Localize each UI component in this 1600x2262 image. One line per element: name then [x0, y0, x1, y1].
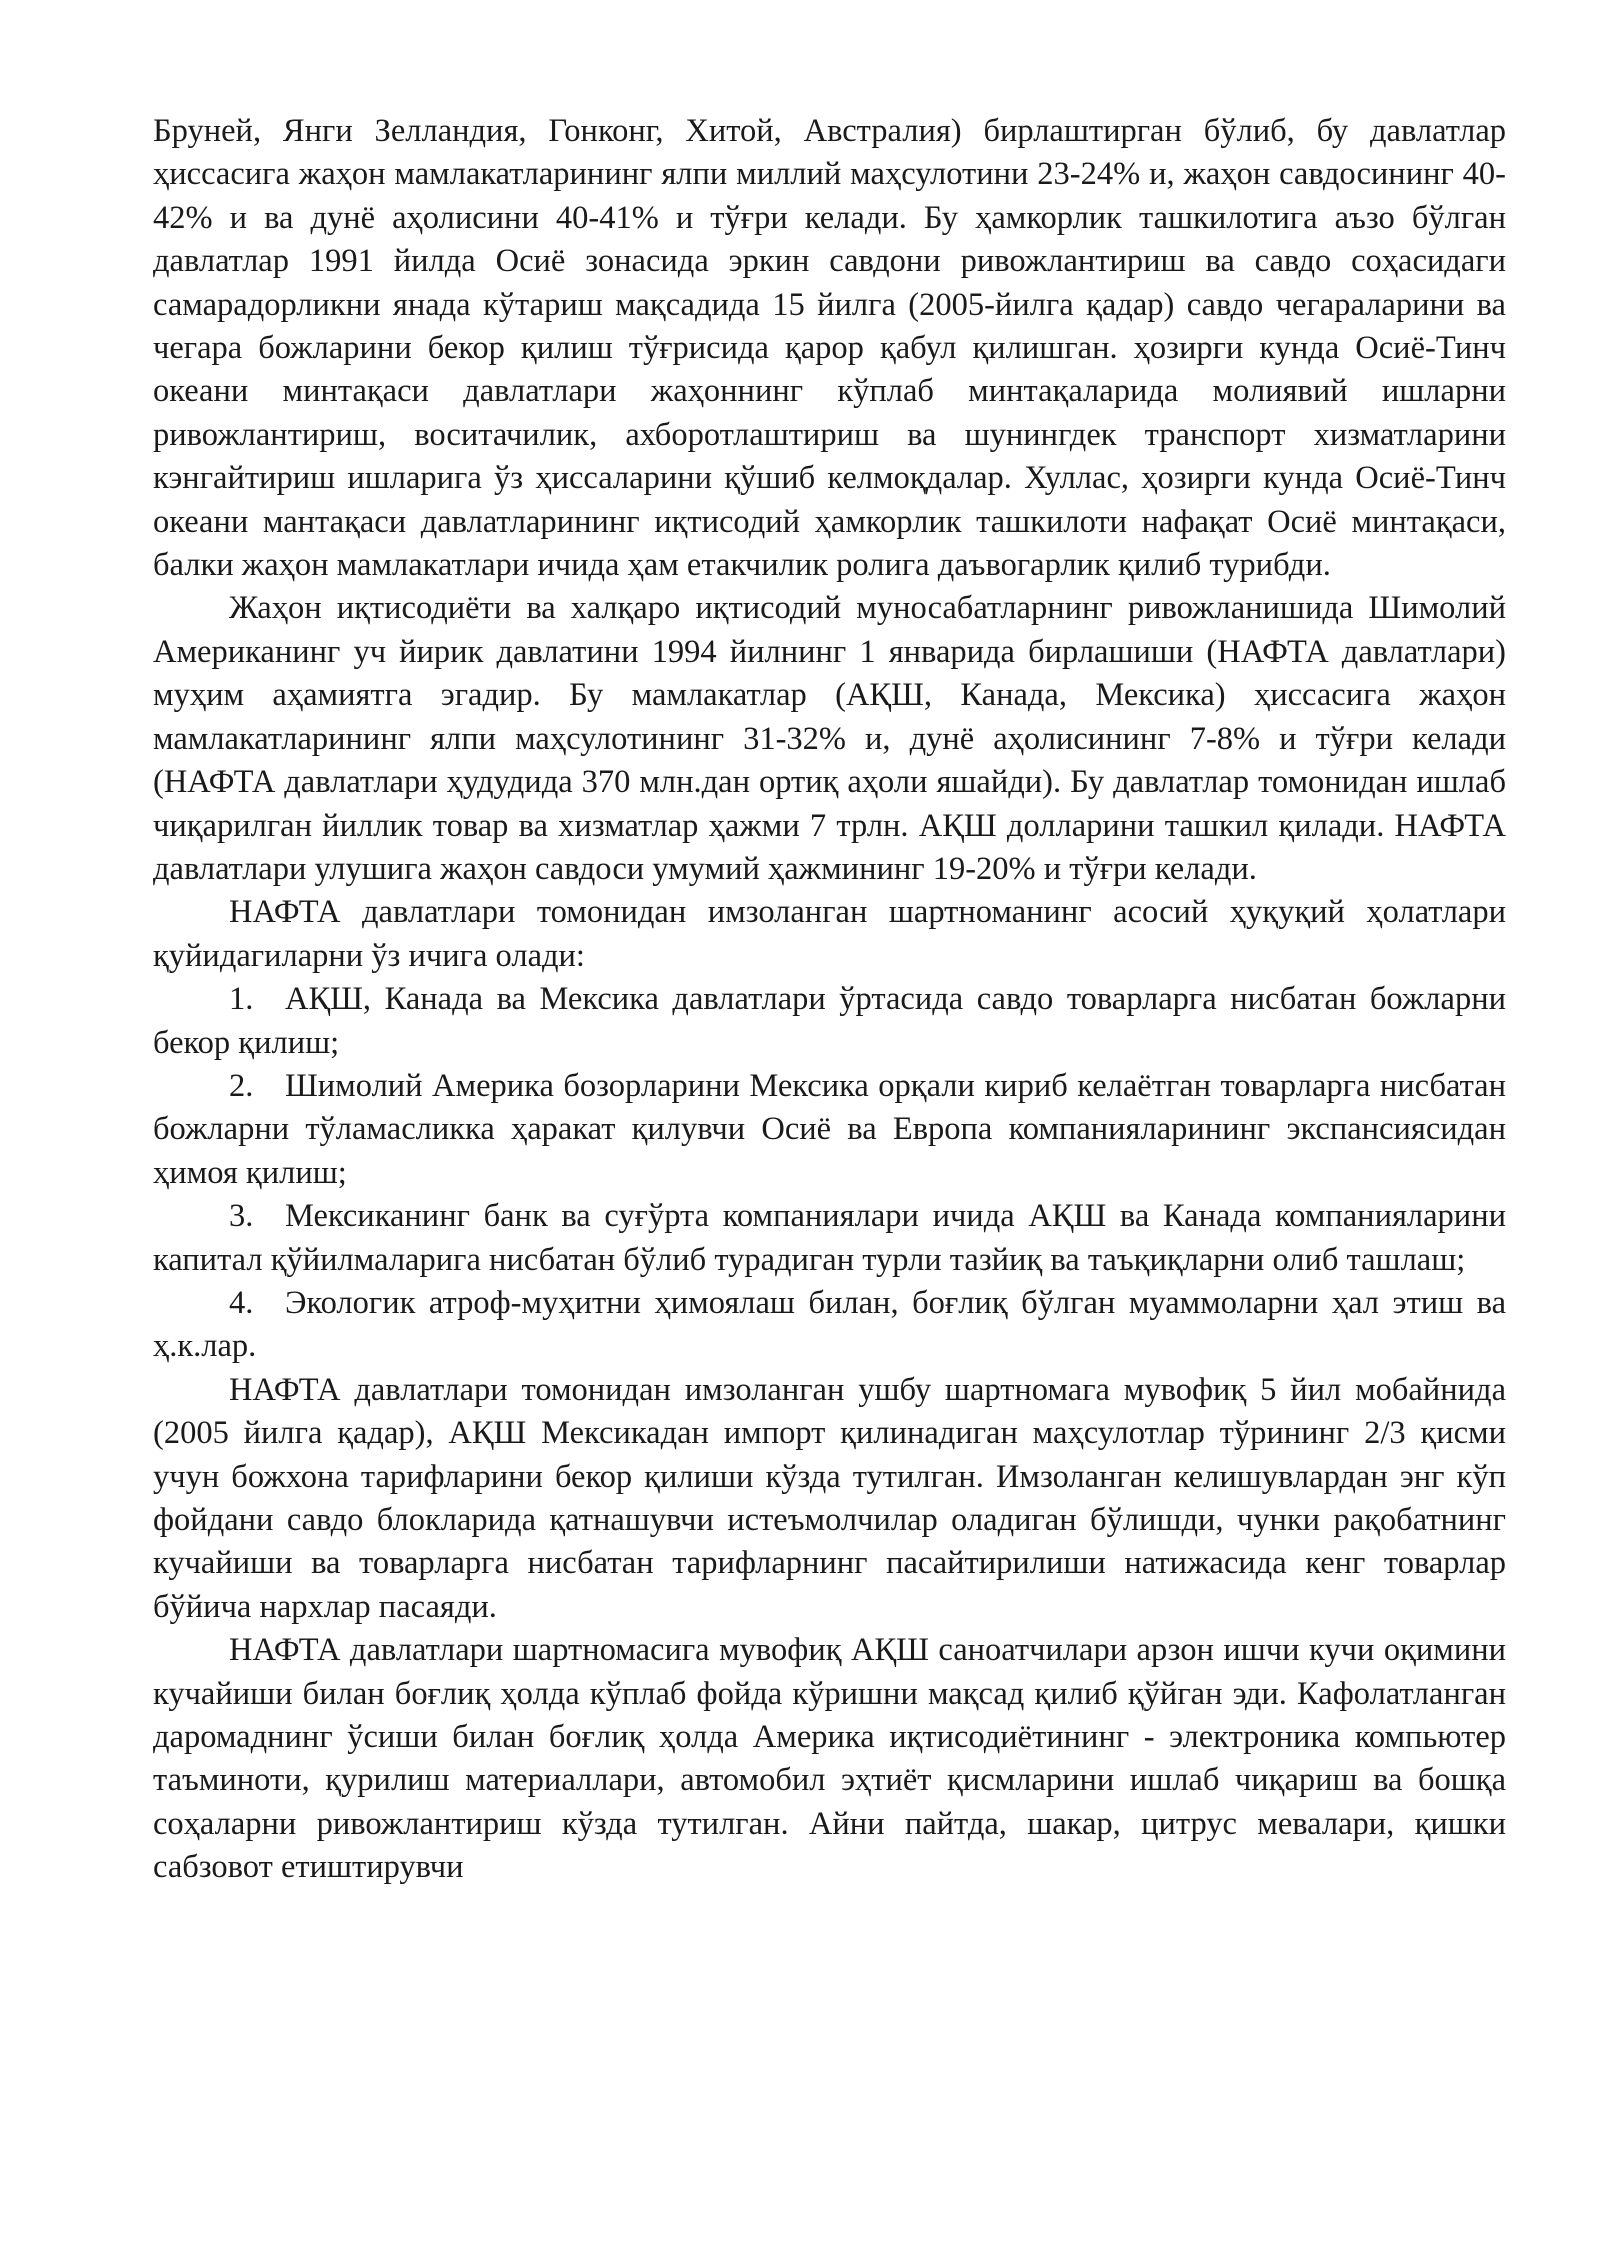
document-page — [153, 110, 1506, 1890]
list-item — [153, 1282, 1506, 1369]
list-item — [153, 978, 1506, 1065]
paragraph-industrialists: НАФТА давлатлари шартномасига мувофиқ АҚШ саноатчилари арзон ишчи кучи оқимини кучайиши билан боғлиқ ҳолда кўплаб фойда кўришни мақсад қилиб қўйган эди. Кафолатланган даромаднинг ўсиши билан боғлиқ ҳолда Америка иқтисодиётининг - электроника компьютер таъминоти, қурилиш материаллари, автомобил эҳтиёт қисмларини ишлаб чиқариш ва бошқа соҳаларни ривожлантириш кўзда тутилган. Айни пайтда, шакар, цитрус мевалари, қишки сабзовот етиштирувчи — [153, 1632, 1506, 1886]
list-number: 2. — [229, 1067, 254, 1104]
list-item-text: Шимолий Америка бозорларини Мексика орқали кириб келаётган товарларга нисбатан божларни тўламасликка ҳаракат қилувчи Осиё ва Европа компанияларининг экспансиясидан ҳимоя қилиш; — [153, 1067, 1506, 1191]
list-number: 1. — [229, 981, 254, 1018]
list-number: 4. — [229, 1284, 254, 1321]
list-item-text: Экологик атроф-муҳитни ҳимоялаш билан, боғлиқ бўлган муаммоларни ҳал этиш ва ҳ.к.лар. — [153, 1284, 1506, 1365]
list-item-text: АҚШ, Канада ва Мексика давлатлари ўртасида савдо товарларга нисбатан божларни бекор қилиш; — [153, 981, 1506, 1061]
paragraph-continuation: Бруней, Янги Зелландия, Гонконг, Хитой, Австралия) бирлаштирган бўлиб, бу давлатлар ҳиссасига жаҳон мамлакатларининг ялпи миллий маҳсулотини 23-24% и, жаҳон савдосининг 40-42% и ва дунё аҳолисини 40-41% и тўғри келади. Бу ҳамкорлик ташкилотига аъзо бўлган давлатлар 1991 йилда Осиё зонасида эркин савдони ривожлантириш ва савдо соҳасидаги самарадорликни янада кўтариш мақсадида 15 йилга (2005-йилга қадар) савдо чегараларини ва чегара божларини бекор қилиш тўғрисида қарор қабул қилишган. ҳозирги кунда Осиё-Тинч океани минтақаси давлатлари жаҳоннинг кўплаб минтақаларида молиявий ишларни ривожлантириш, воситачилик, ахборотлаштириш ва шунингдек транспорт хизматларини кэнгайтириш ишларига ўз ҳиссаларини қўшиб келмоқдалар. Хуллас, ҳозирги кунда Осиё-Тинч океани мантақаси давлатларининг иқтисодий ҳамкорлик ташкилоти нафақат Осиё минтақаси, балки жаҳон мамлакатлари ичида ҳам етакчилик ролига даъвогарлик қилиб турибди. — [153, 113, 1506, 584]
paragraph-nafta-intro: Жаҳон иқтисодиёти ва халқаро иқтисодий муносабатларнинг ривожланишида Шимолий Американинг уч йирик давлатини 1994 йилнинг 1 январида бирлашиши (НАФТА давлатлари) муҳим аҳамиятга эгадир. Бу мамлакатлар (АҚШ, Канада, Мексика) ҳиссасига жаҳон мамлакатларининг ялпи маҳсулотининг 31-32% и, дунё аҳолисининг 7-8% и тўғри келади (НАФТА давлатлари ҳудудида 370 млн.дан ортиқ аҳоли яшайди). Бу давлатлар томонидан ишлаб чиқарилган йиллик товар ва хизматлар ҳажми 7 трлн. АҚШ долларини ташкил қилади. НАФТА давлатлари улушига жаҳон савдоси умумий ҳажмининг 19-20% и тўғри келади. — [153, 590, 1506, 887]
list-number: 3. — [229, 1198, 254, 1235]
paragraph-agreement-provisions: НАФТА давлатлари томонидан имзоланган шартноманинг асосий ҳуқуқий ҳолатлари қуйидагиларни ўз ичига олади: — [153, 894, 1506, 974]
paragraph-tariffs: НАФТА давлатлари томонидан имзоланган ушбу шартномага мувофиқ 5 йил мобайнида (2005 йилга қадар), АҚШ Мексикадан импорт қилинадиган маҳсулотлар тўрининг 2/3 қисми учун божхона тарифларини бекор қилиши кўзда тутилган. Имзоланган келишувлардан энг кўп фойдани савдо блокларида қатнашувчи истеъмолчилар оладиган бўлишди, чунки рақобатнинг кучайиши ва товарларга нисбатан тарифларнинг пасайтирилиши натижасида кенг товарлар бўйича нархлар пасаяди. — [153, 1371, 1506, 1625]
list-item — [153, 1065, 1506, 1195]
list-item-text: Мексиканинг банк ва суғўрта компаниялари ичида АҚШ ва Канада компанияларини капитал қўйилмаларига нисбатан бўлиб турадиган турли тазйиқ ва таъқиқларни олиб ташлаш; — [153, 1198, 1506, 1278]
list-item — [153, 1195, 1506, 1282]
